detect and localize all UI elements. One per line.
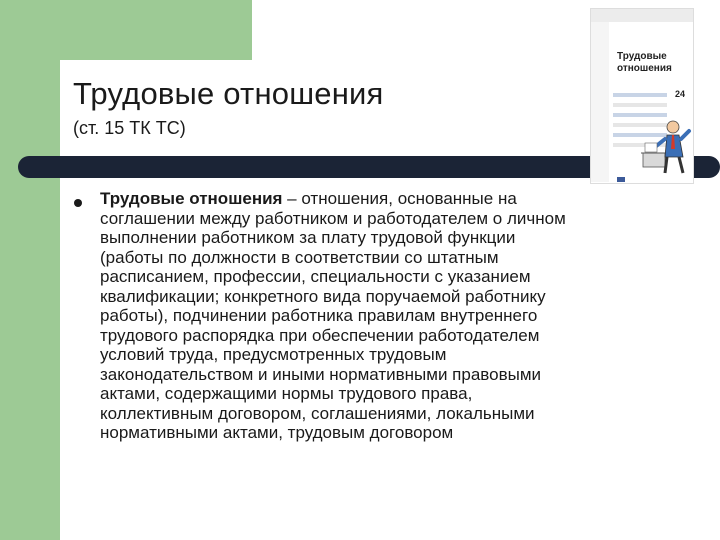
decor-green-bar — [0, 0, 60, 540]
definition-line: условий труда, предусмотренных трудовым — [100, 345, 447, 364]
definition-line: выполнении работником за плату трудовой функции — [100, 228, 516, 247]
definition-line: соглашении между работником и работодателем о личном — [100, 208, 566, 228]
slide-subtitle: (ст. 15 ТК ТС) — [73, 118, 186, 138]
book-sidebar — [591, 22, 609, 182]
decor-green-block — [0, 0, 252, 60]
slide-title: Трудовые отношения — [73, 76, 384, 111]
book-title: Трудовые отношения — [617, 51, 672, 74]
definition-first-line: Трудовые отношения – отношения, основанные на — [100, 189, 517, 208]
book-cover-illustration — [637, 113, 693, 175]
definition-line: нормативными актами, трудовым договором — [100, 423, 454, 442]
definition-line: расписанием, профессии, специальности с указанием — [100, 267, 531, 286]
definition-line: актами, содержащими нормы трудового права, — [100, 384, 473, 403]
definition-line: квалификации; конкретного вида поручаемой работнику — [100, 286, 546, 306]
book-top-band — [591, 9, 693, 22]
definition-line: (работы по должности в соответствии со штатным — [100, 247, 499, 267]
publisher-logo — [617, 177, 625, 182]
bullet-point — [74, 199, 82, 207]
definition-line: коллективным договором, соглашениями, локальными — [100, 403, 535, 423]
book-cover-image — [590, 8, 694, 184]
definition-text — [100, 189, 660, 443]
defined-term: Трудовые отношения — [100, 189, 283, 208]
book-volume-number: 24 — [675, 89, 686, 99]
definition-line: трудового распорядка при обеспечении работодателем — [100, 325, 540, 345]
definition-line: работы), подчинении работника правилам внутреннего — [100, 306, 538, 325]
definition-line: законодательством и иными нормативными правовыми — [100, 364, 542, 384]
